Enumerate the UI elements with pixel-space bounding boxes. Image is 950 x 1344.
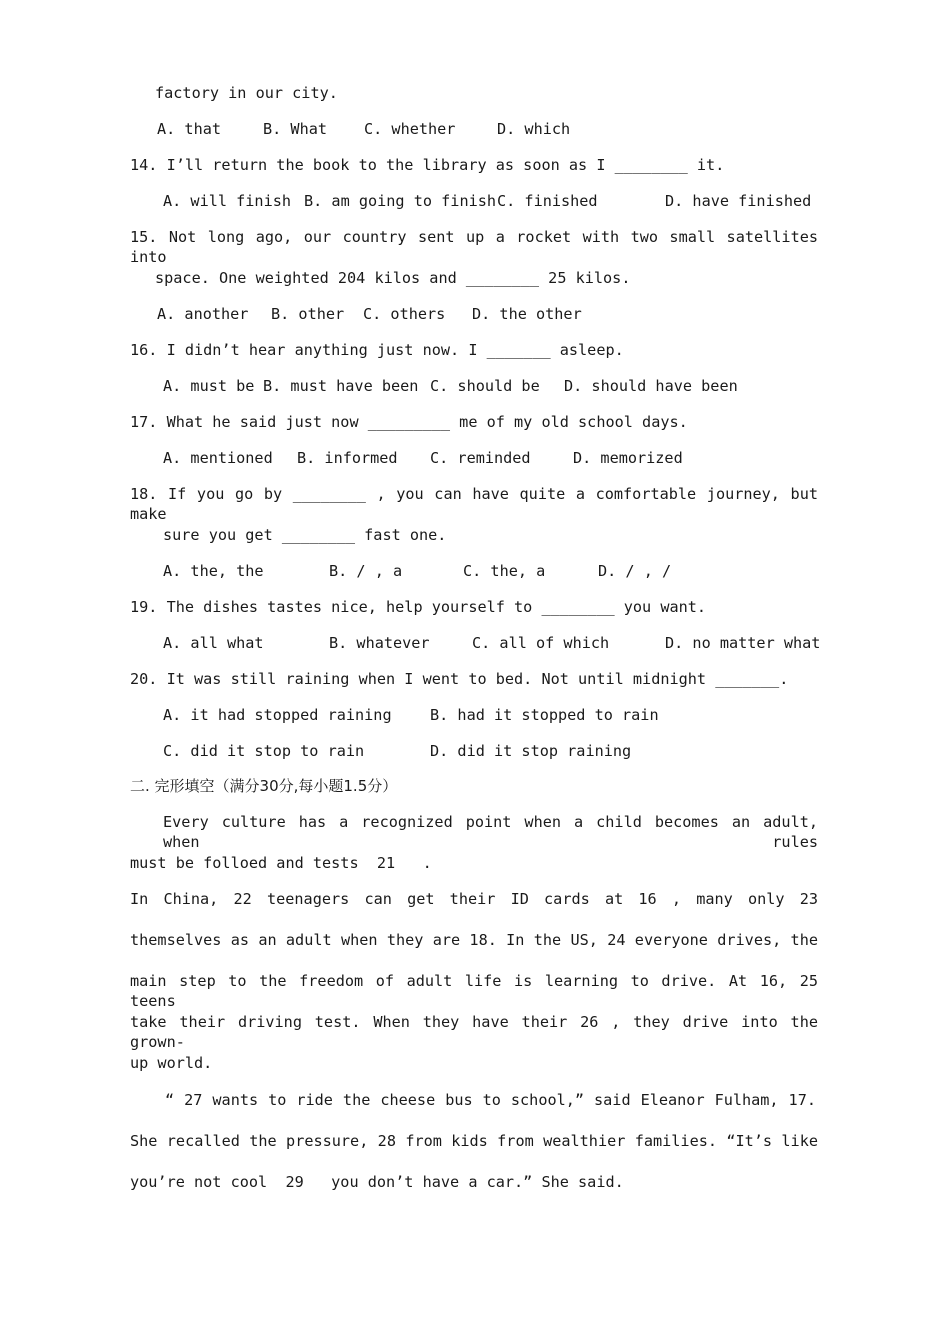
q16-option-a: A. must be xyxy=(163,377,255,395)
q18-option-b: B. / , a xyxy=(329,562,403,580)
q15-continuation: space. One weighted 204 kilos and ________ 25 kilos. xyxy=(155,269,631,287)
q15-option-a: A. another xyxy=(157,305,249,323)
q18-option-a: A. the, the xyxy=(163,562,264,580)
q18-stem: 18. If you go by ________ , you can have quite a comfortable journey, but make xyxy=(130,485,818,523)
q17-stem: 17. What he said just now _________ me of my old school days. xyxy=(130,413,688,431)
q17-option-a: A. mentioned xyxy=(163,449,273,467)
q14-stem: 14. I’ll return the book to the library as soon as I ________ it. xyxy=(130,156,725,174)
passage-line-8: “ 27 wants to ride the cheese bus to school,” said Eleanor Fulham, 17. xyxy=(165,1091,816,1109)
q20-option-c: C. did it stop to rain xyxy=(163,742,365,760)
q19-option-d: D. no matter what xyxy=(665,634,821,652)
passage-line-6: take their driving test. When they have their 26 , they drive into the grown- xyxy=(130,1013,818,1051)
q17-option-c: C. reminded xyxy=(430,449,531,467)
q16-option-d: D. should have been xyxy=(564,377,738,395)
passage-line-10: you’re not cool 29 you don’t have a car.” She said. xyxy=(130,1173,624,1191)
q20-option-a: A. it had stopped raining xyxy=(163,706,392,724)
q17-option-b: B. informed xyxy=(297,449,398,467)
q20-option-b: B. had it stopped to rain xyxy=(430,706,659,724)
passage-line-1: Every culture has a recognized point when a child becomes an adult, when rules xyxy=(163,813,818,851)
q16-option-c: C. should be xyxy=(430,377,540,395)
q15-option-d: D. the other xyxy=(472,305,582,323)
q17-option-d: D. memorized xyxy=(573,449,683,467)
q20-option-d: D. did it stop raining xyxy=(430,742,632,760)
passage-line-5: main step to the freedom of adult life is learning to drive. At 16, 25 teens xyxy=(130,972,818,1010)
q18-option-c: C. the, a xyxy=(463,562,546,580)
q15-option-b: B. other xyxy=(271,305,345,323)
q14-option-d: D. have finished xyxy=(665,192,812,210)
q13-option-a: A. that xyxy=(157,120,222,138)
q13-option-b: B. What xyxy=(263,120,328,138)
passage-line-4: themselves as an adult when they are 18. In the US, 24 everyone drives, the xyxy=(130,931,818,949)
q16-option-b: B. must have been xyxy=(263,377,419,395)
q14-option-a: A. will finish xyxy=(163,192,292,210)
q15-option-c: C. others xyxy=(363,305,446,323)
q20-stem: 20. It was still raining when I went to bed. Not until midnight _______. xyxy=(130,670,789,688)
passage-line-7: up world. xyxy=(130,1054,213,1072)
q14-option-b: B. am going to finish xyxy=(304,192,497,210)
q18-option-d: D. / , / xyxy=(598,562,672,580)
passage-line-2: must be folloed and tests 21 . xyxy=(130,854,432,872)
q13-continuation: factory in our city. xyxy=(155,84,338,102)
passage-line-3: In China, 22 teenagers can get their ID cards at 16 , many only 23 xyxy=(130,890,818,908)
q13-option-c: C. whether xyxy=(364,120,456,138)
q19-option-c: C. all of which xyxy=(472,634,610,652)
q13-option-d: D. which xyxy=(497,120,571,138)
q19-option-a: A. all what xyxy=(163,634,264,652)
q16-stem: 16. I didn’t hear anything just now. I _______ asleep. xyxy=(130,341,624,359)
q19-option-b: B. whatever xyxy=(329,634,430,652)
q14-option-c: C. finished xyxy=(497,192,598,210)
q19-stem: 19. The dishes tastes nice, help yourself to ________ you want. xyxy=(130,598,707,616)
section-heading-cloze: 二. 完形填空（满分30分,每小题1.5分） xyxy=(130,777,398,795)
q15-stem: 15. Not long ago, our country sent up a rocket with two small satellites into xyxy=(130,228,818,266)
q18-continuation: sure you get ________ fast one. xyxy=(163,526,447,544)
passage-line-9: She recalled the pressure, 28 from kids from wealthier families. “It’s like xyxy=(130,1132,818,1150)
